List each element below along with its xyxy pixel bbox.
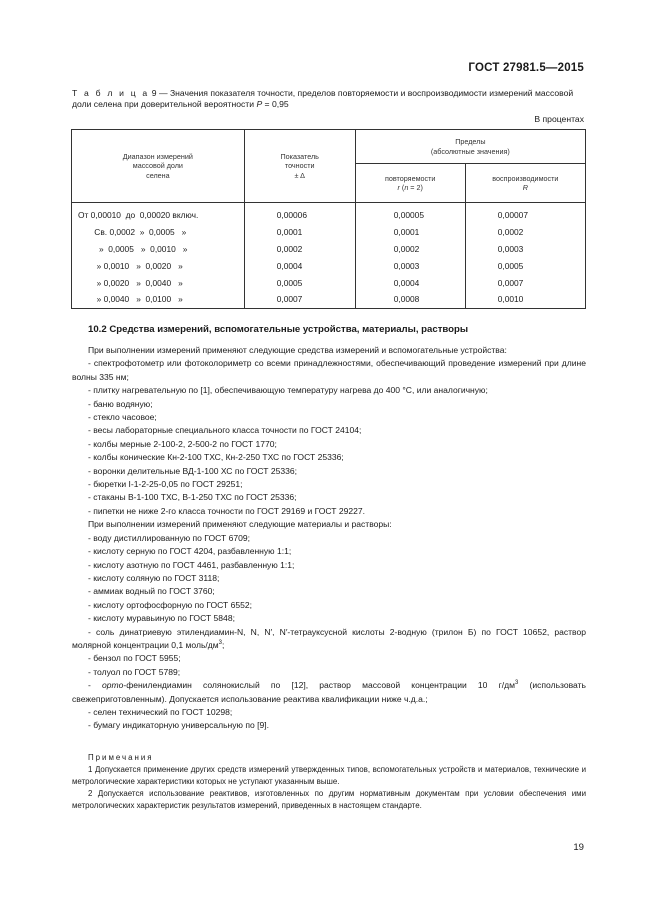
list-item: - баню водяную; [88, 398, 153, 409]
page-number: 19 [573, 842, 584, 853]
intro-instruments: При выполнении измерений применяют следующие средства измерений и вспомогательные устройства: [88, 345, 507, 355]
list-item: - кислоту соляную по ГОСТ 3118; [88, 572, 220, 583]
list-item-ortho: - орто-фенилендиамин солянокислый по [12], раствор массовой концентрации 10 $г/дм^3$ (использовать свежеприготовленным). Допускается использование реактива квалификации ниже ч.д.а.; [72, 680, 586, 704]
list-item: - колбы мерные 2-100-2, 2-500-2 по ГОСТ 1770; [88, 438, 277, 449]
header-accuracy: Показатель точности ± Δ [244, 130, 355, 203]
list-item: - кислоту азотную по ГОСТ 4461, разбавленную 1:1; [88, 559, 295, 570]
note-2: 2 Допускается использование реактивов, изготовленных по другим нормативным документам при условии обеспечения ими метрологических характеристик результатов измерений, приведенных в настоящем стандарте. [72, 789, 586, 810]
header-reproducibility: воспроизводимости R [465, 164, 585, 203]
table-row: » 0,0005 » 0,0010 » 0,0002 0,0002 0,0003 [72, 241, 586, 258]
caption-text: Значения показателя точности, пределов повторяемости и воспроизводимости измерений массовой доли селена при доверительной вероятности [72, 88, 574, 109]
table-caption [72, 88, 584, 110]
list-item: - колбы конические Кн-2-100 ТХС, Кн-2-250 ТХС по ГОСТ 25336; [88, 452, 344, 463]
intro-materials: При выполнении измерений применяют следующие материалы и растворы: [88, 519, 392, 530]
list-item: - воду дистиллированную по ГОСТ 6709; [88, 532, 250, 543]
table-row: » 0,0020 » 0,0040 » 0,0005 0,0004 0,0007 [72, 274, 586, 291]
list-item: - стаканы В-1-100 ТХС, В-1-250 ТХС по ГОСТ 25336; [88, 492, 297, 503]
table-row: От 0,00010 до 0,00020 включ. 0,00006 0,00005 0,00007 [72, 203, 586, 224]
caption-lead: Т а б л и ц а [72, 88, 150, 98]
standard-number: ГОСТ 27981.5—2015 [468, 62, 584, 74]
caption-var: P [256, 99, 263, 109]
header-repeatability: повторяемости r (n = 2) [355, 164, 465, 203]
header-limits: Пределы (абсолютные значения) [355, 130, 585, 164]
list-item: - пипетки не ниже 2-го класса точности по ГОСТ 29169 и ГОСТ 29227. [88, 505, 366, 516]
list-item-trilon: - соль динатриевую этилендиамин-N, N, N′, N′-тетрауксусной кислоты 2-водную (трилон Б) по ГОСТ 10652, раствор молярной концентрации 0,1 моль/$дм^3$; [72, 626, 586, 650]
list-item: - спектрофотометр или фотоколориметр со всеми принадлежностями, обеспечивающий проведение измерений при длине волны 335 нм; [72, 358, 586, 382]
note-1: 1 Допускается применение других средств измерений утвержденных типов, вспомогательных устройств и материалов, технические и метрологические характеристики которых не уступают указанным выше. [72, 765, 586, 786]
precision-table [71, 129, 586, 309]
notes-heading: Примечания [88, 753, 154, 762]
header-range: Диапазон измерений массовой доли селена [72, 130, 245, 203]
table-row: Св. 0,0002 » 0,0005 » 0,0001 0,0001 0,0002 [72, 224, 586, 241]
list-item: - кислоту ортофосфорную по ГОСТ 6552; [88, 599, 253, 610]
section-title: 10.2 Средства измерений, вспомогательные устройства, материалы, растворы [88, 324, 469, 335]
list-item: - кислоту серную по ГОСТ 4204, разбавленную 1:1; [88, 546, 292, 557]
list-item: - стекло часовое; [88, 412, 157, 423]
caption-num: 9 — [149, 88, 170, 98]
list-item: - плитку нагревательную по [1], обеспечивающую температуру нагрева до 400 °С, или аналогичную; [88, 385, 488, 396]
list-item: - толуол по ГОСТ 5789; [88, 666, 181, 677]
caption-tail: = 0,95 [262, 99, 289, 109]
list-item: - бюретки I-1-2-25-0,05 по ГОСТ 29251; [88, 479, 243, 490]
list-item: - бумагу индикаторную универсальную по [9]. [88, 720, 269, 731]
list-item: - селен технический по ГОСТ 10298; [88, 706, 233, 717]
table-row: » 0,0010 » 0,0020 » 0,0004 0,0003 0,0005 [72, 257, 586, 274]
notes [72, 752, 586, 812]
list-item: - кислоту муравьиную по ГОСТ 5848; [88, 613, 235, 624]
table-unit: В процентах [534, 114, 584, 124]
list-item: - воронки делительные ВД-1-100 ХС по ГОСТ 25336; [88, 465, 297, 476]
list-item: - аммиак водный по ГОСТ 3760; [88, 586, 215, 597]
section-body [72, 344, 586, 733]
list-item: - бензол по ГОСТ 5955; [88, 653, 181, 664]
table-row: » 0,0040 » 0,0100 » 0,0007 0,0008 0,0010 [72, 291, 586, 308]
list-item: - весы лабораторные специального класса точности по ГОСТ 24104; [88, 425, 362, 436]
